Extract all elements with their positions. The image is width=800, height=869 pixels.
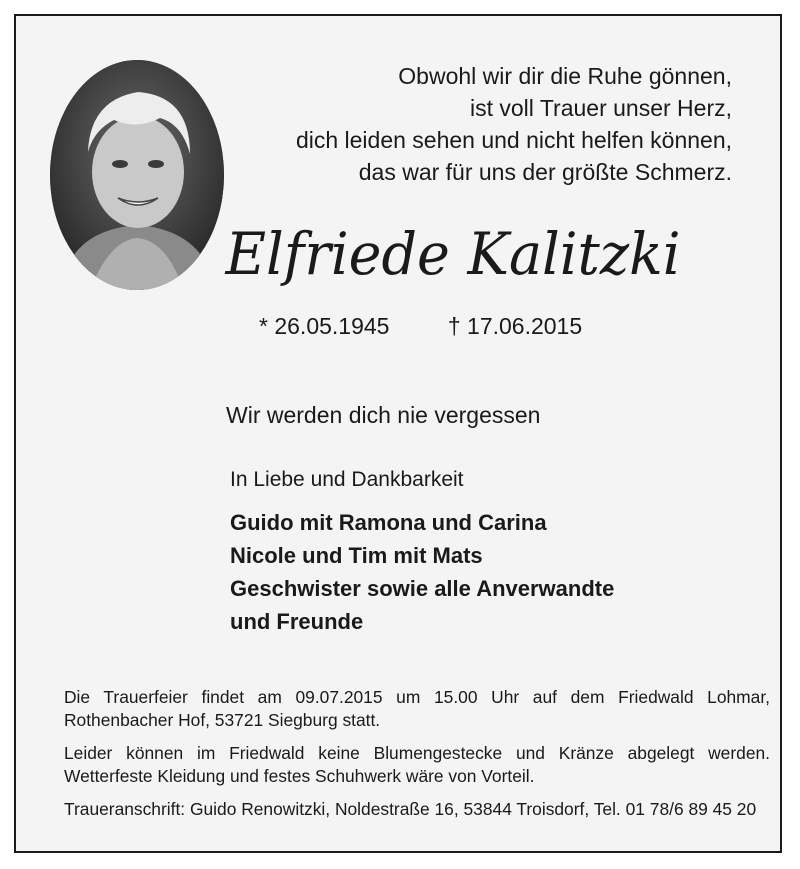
mourner-line: Guido mit Ramona und Carina	[230, 510, 547, 535]
obituary-frame	[14, 14, 782, 853]
mourner-line: und Freunde	[230, 609, 364, 634]
poem-line: Obwohl wir dir die Ruhe gönnen,	[398, 63, 732, 89]
poem-line: das war für uns der größte Schmerz.	[358, 159, 732, 185]
mourners-list	[230, 506, 614, 638]
ceremony-text: Die Trauerfeier findet am 09.07.2015 um 15.00 Uhr auf dem Friedwald Lohmar, Rothenbacher Hof, 53721 Siegburg statt.	[64, 687, 770, 730]
note-text: Leider können im Friedwald keine Blumengestecke und Kränze abgelegt werden. Wetterfeste Kleidung und festes Schuhwerk wäre von Vorteil.	[64, 743, 770, 786]
poem	[296, 60, 732, 188]
closing-phrase: In Liebe und Dankbarkeit	[230, 468, 464, 491]
funeral-info	[64, 686, 770, 831]
birth-date: * 26.05.1945	[259, 313, 390, 339]
deceased-name-text: Elfriede Kalitzki	[224, 220, 681, 288]
portrait-photo	[50, 60, 224, 290]
address-text: Traueranschrift: Guido Renowitzki, Noldestraße 16, 53844 Troisdorf, Tel. 01 78/6 89 45 20	[64, 799, 757, 819]
mourner-line: Nicole und Tim mit Mats	[230, 543, 483, 568]
deceased-name	[216, 212, 691, 302]
poem-line: dich leiden sehen und nicht helfen können,	[295, 127, 732, 153]
death-date: † 17.06.2015	[447, 313, 583, 339]
mourner-line: Geschwister sowie alle Anverwandte	[230, 576, 615, 601]
life-dates	[259, 313, 582, 340]
remembrance-line: Wir werden dich nie vergessen	[226, 402, 541, 428]
poem-line: ist voll Trauer unser Herz,	[469, 95, 732, 121]
